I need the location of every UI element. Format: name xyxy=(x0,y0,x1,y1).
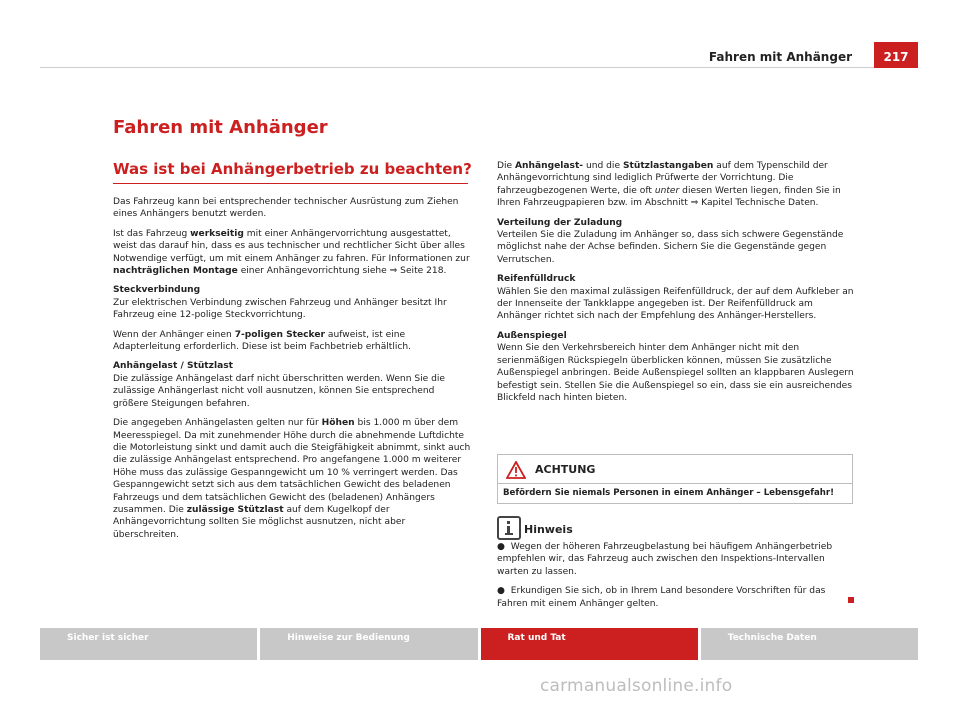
last-paragraph-2: Die angegeben Anhängelasten gelten nur für Höhen bis 1.000 m über dem Meeresspiegel. Da mit zunehmender Höhe durch die abnehmende Luftdichte die Motorleistung sinkt und damit auch die Steigfähigkeit abnimmt, sinkt auch die zulässige Anhängelast entsprechend. Pro angefangene 1.000 m weiterer Höhe muss das zulässige Gespanngewicht um 10 % verringert werden. Das Gespanngewicht setzt sich aus dem tatsächlichen Gewicht des beladenen Fahrzeugs und dem tatsächlichen Gewicht des (beladenen) Anhängers zusammen. Die zulässige Stützlast auf dem Kugelkopf der Anhängevorrichtung sollten Sie möglichst ausnutzen, nicht aber überschreiten. xyxy=(113,418,471,540)
reifen-paragraph: Wählen Sie den maximal zulässigen Reifenfülldruck, der auf dem Aufkleber an der Innenseite der Tankklappe angegeben ist. Der Reifenfülldruck am Anhänger richtet sich nach der Empfehlung des Anhänger-Herstellers. xyxy=(497,286,854,322)
note-item: ● Wegen der höheren Fahrzeugbelastung bei häufigem Anhängerbetrieb empfehlen wir, das Fahrzeug auch zwischen den Inspektions-Intervallen warten zu lassen. xyxy=(497,542,833,577)
header-divider xyxy=(40,67,874,68)
section-end-marker xyxy=(848,597,854,603)
footer-tab-technische-daten[interactable]: Technische Daten xyxy=(701,628,918,660)
footer-nav xyxy=(40,628,918,660)
footer-tab-bedienung[interactable]: Hinweise zur Bedienung xyxy=(260,628,477,660)
note-list xyxy=(497,541,857,617)
footer-tab-sicher[interactable]: Sicher ist sicher xyxy=(40,628,257,660)
steck-paragraph-2: Wenn der Anhänger einen 7-poligen Stecker aufweist, ist eine Adapterleitung erforderlich. Diese ist beim Fachbetrieb erhältlich. xyxy=(113,329,412,353)
warning-triangle-icon xyxy=(506,461,526,483)
warning-label: ACHTUNG xyxy=(535,463,596,476)
chapter-title: Fahren mit Anhänger xyxy=(113,117,328,138)
watermark: carmanualsonline.info xyxy=(540,676,733,696)
note-label: Hinweis xyxy=(524,523,573,536)
spiegel-paragraph: Wenn Sie den Verkehrsbereich hinter dem Anhänger nicht mit den serienmäßigen Rückspiegeln überblicken können, müssen Sie zusätzliche Außenspiegel anbringen. Beide Außenspiegel sollten an klappbaren Auslegern befestigt sein. Stellen Sie die Außenspiegel so ein, dass sie ein ausreichendes Blickfeld nach hinten bieten. xyxy=(497,343,854,403)
heading-steckverbindung: Steckverbindung xyxy=(113,285,201,296)
right-column xyxy=(497,160,857,411)
factory-paragraph: Ist das Fahrzeug werkseitig mit einer Anhängervorrichtung ausgestattet, weist das darauf hin, dass es aus technischer und rechtlicher Sicht über alles Notwendige verfügt, um mit einem Anhänger zu fahren. Für Informationen zur nachträglichen Montage einer Anhängevorrichtung siehe ⇒ Seite 218. xyxy=(113,228,470,277)
section-title: Was ist bei Anhängerbetrieb zu beachten? xyxy=(113,160,472,178)
page-number: 217 xyxy=(874,42,918,68)
last-paragraph-1: Die zulässige Anhängelast darf nicht überschritten werden. Wenn Sie die zulässige Anhängerlast nicht voll ausnutzen, können Sie entsprechend größere Steigungen befahren. xyxy=(113,373,446,409)
heading-anhaengelast: Anhängelast / Stützlast xyxy=(113,361,233,372)
steck-paragraph-1: Zur elektrischen Verbindung zwischen Fahrzeug und Anhänger besitzt Ihr Fahrzeug eine 12-polige Steckvorrichtung. xyxy=(113,297,447,321)
warning-box xyxy=(497,454,853,504)
heading-verteilung: Verteilung der Zuladung xyxy=(497,217,623,228)
info-note-icon xyxy=(497,516,521,540)
heading-reifenfuelldruck: Reifenfülldruck xyxy=(497,274,576,285)
intro-paragraph: Das Fahrzeug kann bei entsprechender technischer Ausrüstung zum Ziehen eines Anhängers benutzt werden. xyxy=(113,197,459,220)
note-item: ● Erkundigen Sie sich, ob in Ihrem Land besondere Vorschriften für das Fahren mit einem Anhänger gelten. xyxy=(497,586,826,609)
heading-aussenspiegel: Außenspiegel xyxy=(497,330,567,341)
warning-header xyxy=(498,455,852,484)
footer-tab-rat-und-tat[interactable]: Rat und Tat xyxy=(481,628,698,660)
running-header: Fahren mit Anhänger xyxy=(708,50,852,64)
section-divider xyxy=(113,183,468,184)
verteilung-paragraph: Verteilen Sie die Zuladung im Anhänger so, dass sich schwere Gegenstände möglichst nahe der Achse befinden. Sichern Sie die Gegenstände gegen Verrutschen. xyxy=(497,230,844,265)
typenschild-paragraph: Die Anhängelast- und die Stützlastangaben auf dem Typenschild der Anhängevorrichtung sind lediglich Prüfwerte der Vorrichtung. Die fahrzeugbezogenen Werte, die oft unter diesen Werten liegen, finden Sie in Ihren Fahrzeugpapieren bzw. im Abschnitt ⇒ Kapitel Technische Daten. xyxy=(497,161,841,209)
warning-text: Befördern Sie niemals Personen in einem Anhänger – Lebensgefahr! xyxy=(503,488,835,498)
left-column xyxy=(113,196,471,548)
